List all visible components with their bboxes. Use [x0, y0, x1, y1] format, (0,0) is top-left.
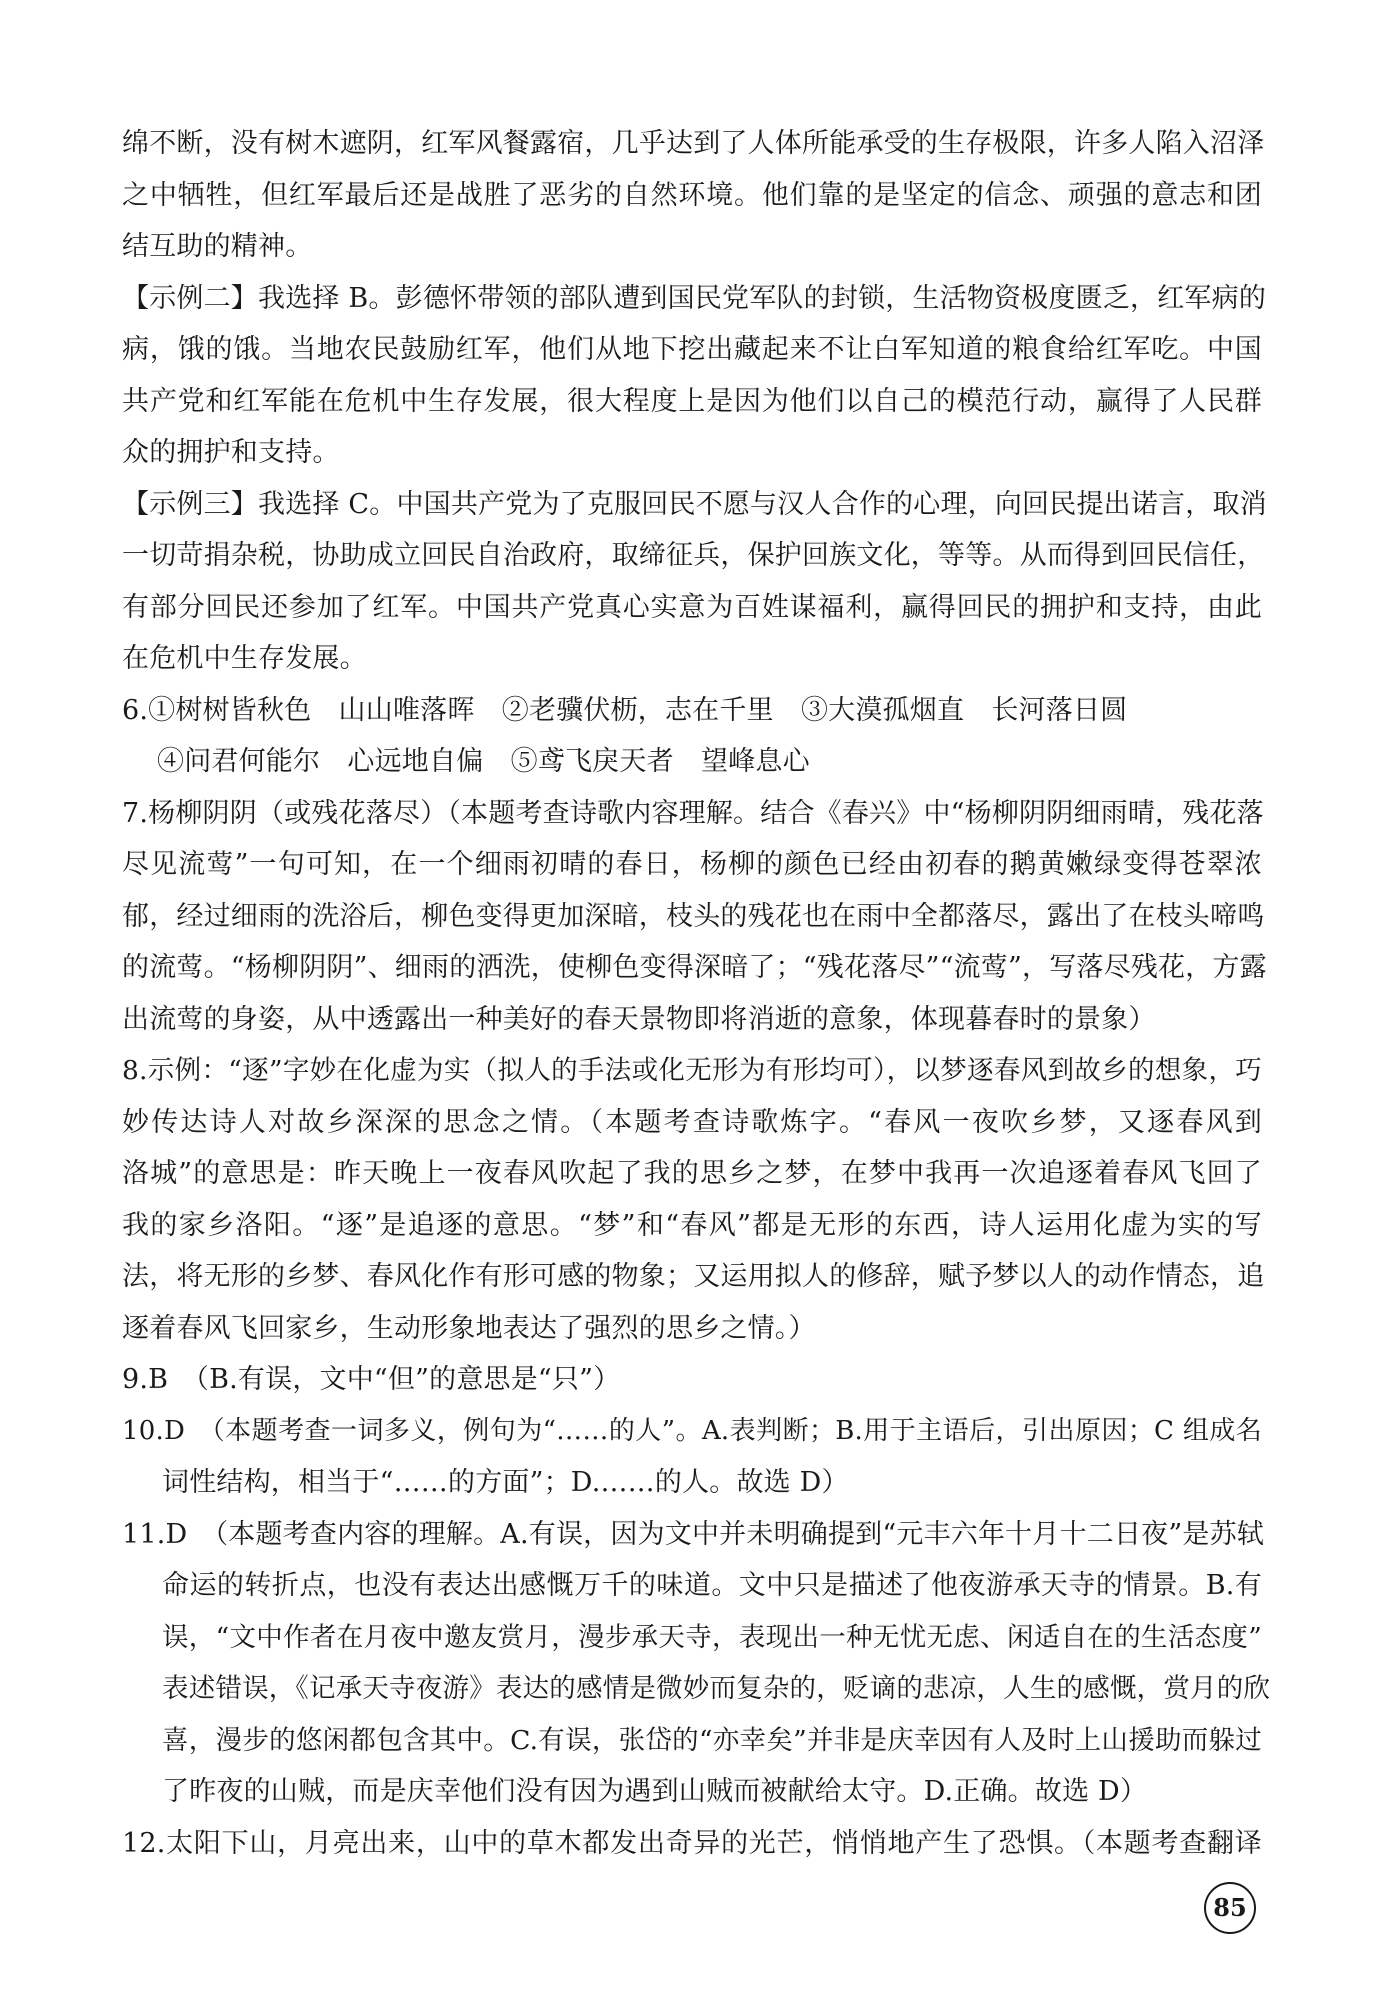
text-line: 洛城”的意思是：昨天晚上一夜春风吹起了我的思乡之梦，在梦中我再一次追逐着春风飞回了: [122, 1158, 1262, 1189]
text-line: 10.D （本题考查一词多义，例句为“……的人”。A.表判断；B.用于主语后，引出原因；C 组成名: [122, 1415, 1262, 1446]
text-line: 法，将无形的乡梦、春风化作有形可感的物象；又运用拟人的修辞，赋予梦以人的动作情态，追: [122, 1261, 1265, 1292]
text-line: 之中牺牲，但红军最后还是战胜了恶劣的自然环境。他们靠的是坚定的信念、顽强的意志和团: [122, 179, 1262, 211]
text-line: 郁，经过细雨的洗浴后，柳色变得更加深暗，枝头的残花也在雨中全都落尽，露出了在枝头啼鸣: [122, 900, 1265, 932]
answer-text-block: [122, 118, 1271, 1869]
text-line: 7.杨柳阴阴（或残花落尽）（本题考查诗歌内容理解。结合《春兴》中“杨柳阴阴细雨晴，残花落: [122, 797, 1264, 829]
text-line: 的流莺。“杨柳阴阴”、细雨的洒洗，使柳色变得深暗了；“残花落尽”“流莺”，写落尽残花，方露: [122, 952, 1267, 983]
text-line: 误，“文中作者在月夜中邀友赏月，漫步承天寺，表现出一种无忧无虑、闲适自在的生活态度”: [162, 1621, 1262, 1653]
text-line: 绵不断，没有树木遮阴，红军风餐露宿，几乎达到了人体所能承受的生存极限，许多人陷入沼泽: [122, 128, 1265, 159]
text-line: 词性结构，相当于“……的方面”；D.……的人。故选 D）: [162, 1467, 849, 1498]
text-line: 11.D （本题考查内容的理解。A.有误，因为文中并未明确提到“元丰六年十月十二日夜”是苏轼: [122, 1518, 1264, 1550]
text-line: 妙传达诗人对故乡深深的思念之情。（本题考查诗歌炼字。“春风一夜吹乡梦，又逐春风到: [122, 1106, 1262, 1138]
text-line: 有部分回民还参加了红军。中国共产党真心实意为百姓谋福利，赢得回民的拥护和支持，由此: [122, 591, 1262, 623]
text-line: ④问君何能尔 心远地自偏 ⑤鸢飞戾天者 望峰息心: [157, 746, 810, 777]
text-line: 【示例二】我选择 B。彭德怀带领的部队遭到国民党军队的封锁，生活物资极度匮乏，红军病的: [122, 282, 1267, 314]
text-line: 9.B （B.有误，文中“但”的意思是“只”）: [122, 1364, 621, 1395]
text-line: 8.示例：“逐”字妙在化虚为实（拟人的手法或化无形为有形均可），以梦逐春风到故乡的想象，巧: [122, 1055, 1262, 1086]
text-line: 命运的转折点，也没有表达出感慨万千的味道。文中只是描述了他夜游承天寺的情景。B.有: [162, 1570, 1262, 1601]
text-line: 我的家乡洛阳。“逐”是追逐的意思。“梦”和“春风”都是无形的东西，诗人运用化虚为实的写: [122, 1209, 1262, 1241]
text-line: 【示例三】我选择 C。中国共产党为了克服回民不愿与汉人合作的心理，向回民提出诺言，取消: [122, 488, 1267, 520]
text-line: 喜，漫步的悠闲都包含其中。C.有误，张岱的“亦幸矣”并非是庆幸因有人及时上山援助而躲过: [162, 1724, 1262, 1756]
text-line: 出流莺的身姿，从中透露出一种美好的春天景物即将消逝的意象，体现暮春时的景象）: [122, 1003, 1156, 1035]
text-line: 病，饿的饿。当地农民鼓励红军，他们从地下挖出藏起来不让白军知道的粮食给红军吃。中国: [122, 334, 1262, 365]
text-line: 在危机中生存发展。: [122, 643, 367, 674]
text-line: 尽见流莺”一句可知，在一个细雨初晴的春日，杨柳的颜色已经由初春的鹅黄嫩绿变得苍翠浓: [122, 849, 1262, 880]
text-line: 逐着春风飞回家乡，生动形象地表达了强烈的思乡之情。）: [122, 1312, 816, 1344]
page-number: 85: [1204, 1882, 1256, 1934]
text-line: 结互助的精神。: [122, 231, 313, 262]
text-line: 一切苛捐杂税，协助成立回民自治政府，取缔征兵，保护回族文化，等等。从而得到回民信任，: [122, 540, 1265, 571]
text-line: 12.太阳下山，月亮出来，山中的草木都发出奇异的光芒，悄悄地产生了恐惧。（本题考查翻译: [122, 1827, 1262, 1859]
text-line: 表述错误，《记承天寺夜游》表达的感情是微妙而复杂的，贬谪的悲凉，人生的感慨，赏月的欣: [162, 1673, 1271, 1704]
text-line: 了昨夜的山贼，而是庆幸他们没有因为遇到山贼而被献给太守。D.正确。故选 D）: [162, 1776, 1148, 1807]
text-line: 6.①树树皆秋色 山山唯落晖 ②老骥伏枥，志在千里 ③大漠孤烟直 长河落日圆: [122, 694, 1128, 726]
text-line: 众的拥护和支持。: [122, 437, 340, 468]
text-line: 共产党和红军能在危机中生存发展，很大程度上是因为他们以自己的模范行动，赢得了人民群: [122, 385, 1262, 417]
